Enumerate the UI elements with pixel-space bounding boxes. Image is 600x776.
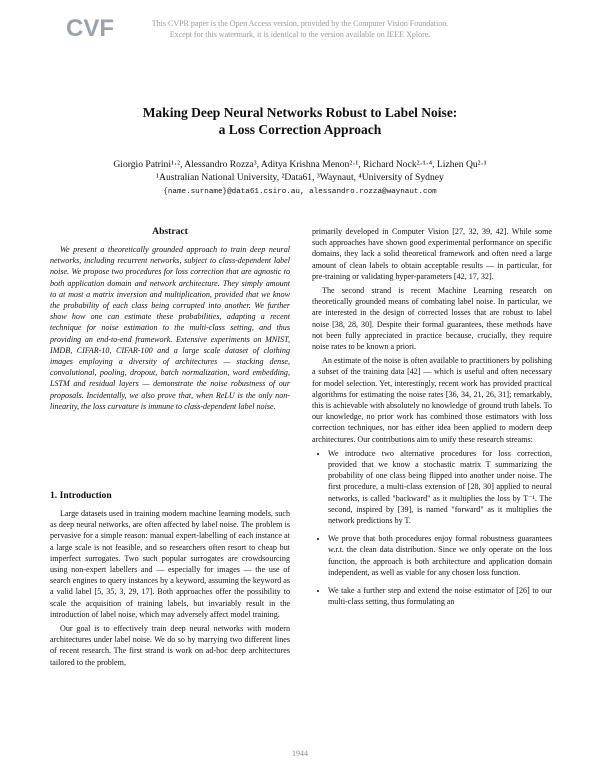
title-line-1: Making Deep Neural Networks Robust to Label Noise: — [142, 105, 458, 120]
right-paragraph-1: primarily developed in Computer Vision [27, 32, 39, 42]. While some such approaches have shown good experimental performance on specific domains, they lack a solid theoretical framework and often need a large amount of clean labels to obtain acceptable results — in particular, for pre-training or validating hyper-parameters [42, 17, 32]. — [312, 227, 552, 281]
intro-paragraph-2: Our goal is to effectively train deep neural networks with modern architectures under label noise. We do so by marrying two different lines of recent research. The first strand is work on ad-hoc deep architectures tailored to the problem, — [50, 624, 290, 667]
paper-title — [0, 104, 600, 138]
abstract-text: We present a theoretically grounded approach to train deep neural networks, including recurrent networks, subject to class-dependent label noise. We propose two procedures for loss correction that are agnostic to both application domain and network architecture. They simply amount to at most a matrix inversion and multiplication, provided that we know the probability of each class being corrupted into another. We further show how one can estimate these probabilities, adapting a recent technique for noise estimation to the multi-class setting, and thus providing an end-to-end framework. Extensive experiments on MNIST, IMDB, CIFAR-10, CIFAR-100 and a large scale dataset of clothing images employing a diversity of architectures — stacking dense, convolutional, pooling, dropout, batch normalization, word embedding, LSTM and residual layers — demonstrate the noise robustness of our proposals. Incidentally, we also prove that, when ReLU is the only non-linearity, the loss curvature is immune to class-dependent label noise. — [50, 245, 290, 411]
abstract-heading: Abstract — [152, 226, 188, 237]
introduction-body — [50, 508, 290, 671]
author-block — [0, 158, 600, 184]
title-line-2: a Loss Correction Approach — [218, 122, 382, 137]
cvf-logo-text: CVF — [66, 15, 114, 42]
watermark — [0, 18, 600, 40]
contribution-item-1: • We introduce two alternative procedures for loss correction, provided that we know a stochastic matrix T summarizing the probability of one class being flipped into another under noise. The first procedure, a multi-class extension of [28, 30] applied to neural networks, is called "backward" as it multiplies the loss by T⁻¹. The second, inspired by [39], is named "forward" as it multiplies the network predictions by T. — [328, 448, 552, 526]
page-number: 1944 — [292, 749, 308, 758]
abstract-body — [50, 244, 290, 415]
intro-paragraph-1: Large datasets used in training modern machine learning models, such as deep neural networks, are often affected by label noise. The problem is pervasive for a simple reason: manual expert-labelling of each instance at a large scale is not feasible, and so researchers often resort to cheap but imperfect surrogates. Two such popular surrogates are crowdsourcing using non-expert labellers and — especially for images — the use of search engines to query instances by a keyword, assuming the keyword as a valid label [5, 35, 3, 29, 17]. Both approaches offer the possibility to scale the acquisition of training labels, but invariably result in the introduction of label noise, which may adversely affect model training. — [50, 509, 290, 619]
contribution-list — [312, 448, 552, 608]
author-emails: {name.surname}@data61.csiro.au, alessandro.rozza@waynaut.com — [163, 188, 437, 196]
author-affiliations: ¹Australian National University, ²Data61, ³Waynaut, ⁴University of Sydney — [156, 172, 444, 183]
right-paragraph-3: An estimate of the noise is often available to practitioners by polishing a subset of the training data [42] — which is useful and often necessary for model selection. Yet, interestingly, recent work has provided practical algorithms for estimating the noise rates [36, 34, 21, 26, 31]; remarkably, this is achievable with absolutely no knowledge of ground truth labels. To our knowledge, no prior work has combined those estimators with loss correction techniques, nor has either idea been applied to modern deep architectures. Our contributions aim to unify these research streams: — [312, 356, 552, 444]
watermark-line-1: This CVPR paper is the Open Access version, provided by the Computer Vision Foundation. — [151, 19, 449, 28]
introduction-heading: 1. Introduction — [50, 490, 112, 501]
contribution-item-2: • We prove that both procedures enjoy formal robustness guarantees w.r.t. the clean data distribution. Since we only operate on the loss function, the approach is both architecture and application domain independent, as well as viable for any chosen loss function. — [328, 533, 552, 578]
contribution-item-3: • We take a further step and extend the noise estimator of [26] to our multi-class setting, thus formulating an — [328, 585, 552, 607]
right-column — [312, 226, 552, 615]
watermark-line-2: Except for this watermark, it is identical to the version available on IEEE Xplore. — [169, 30, 431, 39]
right-paragraph-2: The second strand is recent Machine Learning research on theoretically grounded means of combating label noise. In particular, we are interested in the design of corrected losses that are robust to label noise [38, 28, 30]. Despite their formal guarantees, these methods have not been fully appreciated in practice because, crucially, they require noise rates to be known a priori. — [312, 286, 552, 352]
author-names: Giorgio Patrini¹·², Alessandro Rozza³, Aditya Krishna Menon²·¹, Richard Nock²·¹·⁴, Lizhen Qu²·¹ — [113, 159, 487, 170]
